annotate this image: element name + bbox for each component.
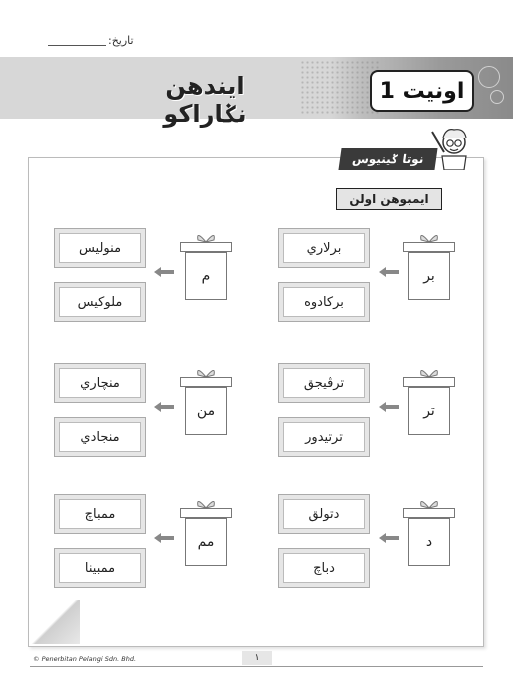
arrow-left-icon [154, 533, 174, 543]
arrow-left-icon [379, 402, 399, 412]
word-box [54, 363, 146, 403]
arrow-left-icon [379, 533, 399, 543]
gift-lid [180, 377, 232, 387]
arrow-left-icon [379, 267, 399, 277]
word-box [278, 494, 370, 534]
doodle-decoration [490, 90, 504, 104]
date-underline [48, 45, 106, 46]
word-label: برکادوه [283, 287, 365, 317]
word-label: منوليس [59, 233, 141, 263]
word-box [278, 282, 370, 322]
halftone-decoration [300, 60, 380, 116]
instruction-subtitle: ايمبوهن اولن [336, 188, 442, 210]
page-title: ايندهن نݢاراکو [163, 72, 247, 128]
word-box [54, 282, 146, 322]
footer-rule [30, 666, 483, 667]
word-box [54, 494, 146, 534]
page-number: ١ [242, 651, 272, 665]
word-box [278, 548, 370, 588]
gift-lid [403, 242, 455, 252]
syllable-label: مم [185, 518, 227, 566]
syllable-gift-box [180, 230, 232, 300]
syllable-gift-box [403, 365, 455, 435]
word-label: دتولق [283, 499, 365, 529]
syllable-label: من [185, 387, 227, 435]
nota-genius-tag: نوتا ݢينيوس [338, 148, 437, 170]
arrow-left-icon [154, 267, 174, 277]
word-box [278, 363, 370, 403]
word-label: ترتيدور [283, 422, 365, 452]
syllable-label: تر [408, 387, 450, 435]
gift-lid [403, 508, 455, 518]
unit-label: اونيت 1 [379, 78, 465, 104]
word-label: دباچ [283, 553, 365, 583]
teacher-mascot-icon [430, 126, 468, 170]
word-label: ممباچ [59, 499, 141, 529]
unit-badge [370, 70, 474, 112]
gift-lid [403, 377, 455, 387]
gift-lid [180, 242, 232, 252]
gift-lid [180, 508, 232, 518]
syllable-gift-box [403, 230, 455, 300]
syllable-gift-box [180, 496, 232, 566]
syllable-label: م [185, 252, 227, 300]
word-label: ترڤيجق [283, 368, 365, 398]
word-label: برلاري [283, 233, 365, 263]
word-box [54, 548, 146, 588]
word-box [278, 417, 370, 457]
word-label: ملوکيس [59, 287, 141, 317]
date-label: تاريخ: [108, 34, 134, 47]
syllable-gift-box [180, 365, 232, 435]
arrow-left-icon [154, 402, 174, 412]
word-label: منچاري [59, 368, 141, 398]
word-box [54, 417, 146, 457]
word-box [54, 228, 146, 268]
word-box [278, 228, 370, 268]
word-label: منجادي [59, 422, 141, 452]
doodle-decoration [478, 66, 500, 88]
syllable-label: د [408, 518, 450, 566]
syllable-gift-box [403, 496, 455, 566]
syllable-label: بر [408, 252, 450, 300]
copyright-credit: © Penerbitan Pelangi Sdn. Bhd. [33, 655, 137, 663]
word-label: ممبينا [59, 553, 141, 583]
page-curl-decoration [30, 600, 80, 644]
